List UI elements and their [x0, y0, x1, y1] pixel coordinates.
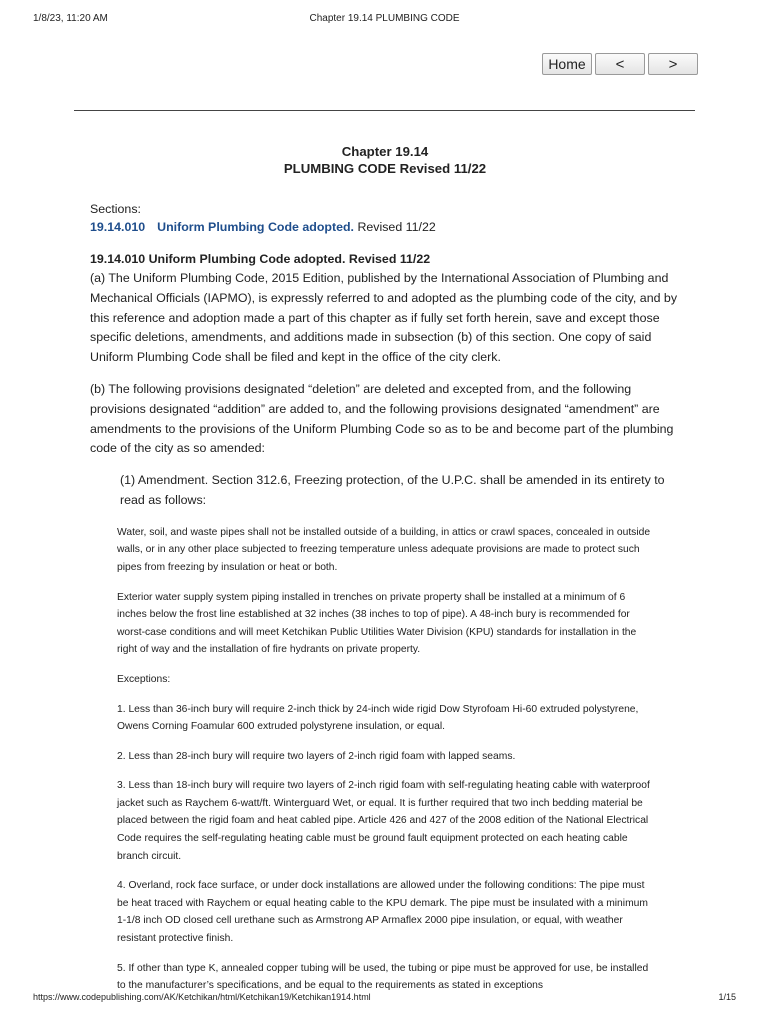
- amended-paragraph: Water, soil, and waste pipes shall not be installed outside of a building, in attics or crawl spaces, concealed in outside walls, or in any other place subjected to freezing temperature unless adequate provisions are made to protect such pipes from freezing by insulation or heat or both.: [117, 526, 651, 573]
- print-url: https://www.codepublishing.com/AK/Ketchikan/html/Ketchikan19/Ketchikan1914.html: [33, 992, 371, 1002]
- amended-paragraph: Exterior water supply system piping installed in trenches on private property shall be installed at a minimum of 6 inches below the frost line established at 32 inches (38 inches to top of pipe). A 48-inch bury is recommended for worst-case conditions and will meet Ketchikan Public Utilities Water Division (KPU) standards for installation in the right of way and the installation of fire hydrants on private property.: [117, 591, 637, 656]
- toc-section-number: 19.14.010: [90, 220, 146, 234]
- header-divider: [74, 110, 695, 111]
- chapter-number: Chapter 19.14: [341, 144, 429, 159]
- print-page-number: 1/15: [718, 992, 736, 1002]
- section-heading: 19.14.010 Uniform Plumbing Code adopted. Revised 11/22: [90, 252, 431, 266]
- chapter-name: PLUMBING CODE Revised 11/22: [283, 161, 487, 176]
- paragraph-a: (a) The Uniform Plumbing Code, 2015 Edition, published by the International Association of Plumbing and Mechanical Officials (IAPMO), is expressly referred to and adopted as the plumbing code of the city, and by this reference and adoption made a part of this chapter as if fully set forth herein, save and except those specific deletions, amendments, and additions made in subsection (b) of this section. One copy of said Uniform Plumbing Code shall be filed and kept in the office of the city clerk.: [90, 271, 678, 365]
- paragraph-b: (b) The following provisions designated “deletion” are deleted and excepted from, and the following provisions designated “addition” are added to, and the following provisions designated “amendment” are amendments to the provisions of the Uniform Plumbing Code so as to be and become part of the plumbing code of the city as so amended:: [90, 381, 674, 456]
- print-datetime: 1/8/23, 11:20 AM: [33, 13, 108, 24]
- exceptions-label: Exceptions:: [117, 673, 171, 685]
- exception-item: 5. If other than type K, annealed copper tubing will be used, the tubing or pipe must be approved for use, be installed to the manufacturer’s specifications, and be equal to the requirements as stated in exceptions: [117, 962, 649, 992]
- exception-item: 4. Overland, rock face surface, or under dock installations are allowed under the following conditions: The pipe must be heat traced with Raychem or equal heating cable to the KPU demark. The pipe must be insulated with a minimum 1-1/8 inch OD closed cell urethane such as Armstrong AP Armaflex 2000 pipe insulation, or equal, with weather resistant protective finish.: [117, 880, 648, 945]
- toc-revised-note: Revised 11/22: [354, 220, 436, 234]
- amended-text-block: [117, 524, 657, 995]
- paragraph-1: (1) Amendment. Section 312.6, Freezing protection, of the U.P.C. shall be amended in its entirety to read as follows:: [120, 473, 665, 507]
- exception-item: 3. Less than 18-inch bury will require two layers of 2-inch rigid foam with self-regulating heating cable with waterproof jacket such as Raychem 6-watt/ft. Winterguard Wet, or equal. It is further required that two inch bedding material be placed between the rigid foam and heat cabled pipe. Article 426 and 427 of the 2008 edition of the National Electrical Code requires the self-regulating heating cable must be ground fault equipment protected on each heating cable branch circuit.: [117, 780, 650, 862]
- home-button[interactable]: Home: [542, 53, 592, 75]
- toc-item: [90, 218, 680, 236]
- exception-item: 1. Less than 36-inch bury will require 2-inch thick by 24-inch wide rigid Dow Styrofoam Hi-60 extruded polystyrene, Owens Corning Foamular 600 extruded polystyrene insulation, or equal.: [117, 703, 639, 733]
- document-content: [90, 143, 680, 1007]
- chapter-title: [90, 143, 680, 177]
- exception-item: 2. Less than 28-inch bury will require two layers of 2-inch rigid foam with lapped seams.: [117, 750, 516, 762]
- navigation-bar: [542, 53, 698, 75]
- sections-label: Sections:: [90, 202, 141, 216]
- toc-link-19-14-010[interactable]: [90, 220, 354, 234]
- previous-button[interactable]: <: [595, 53, 645, 75]
- toc-section-title: Uniform Plumbing Code adopted.: [157, 220, 354, 234]
- next-button[interactable]: >: [648, 53, 698, 75]
- print-page-title: Chapter 19.14 PLUMBING CODE: [309, 13, 460, 24]
